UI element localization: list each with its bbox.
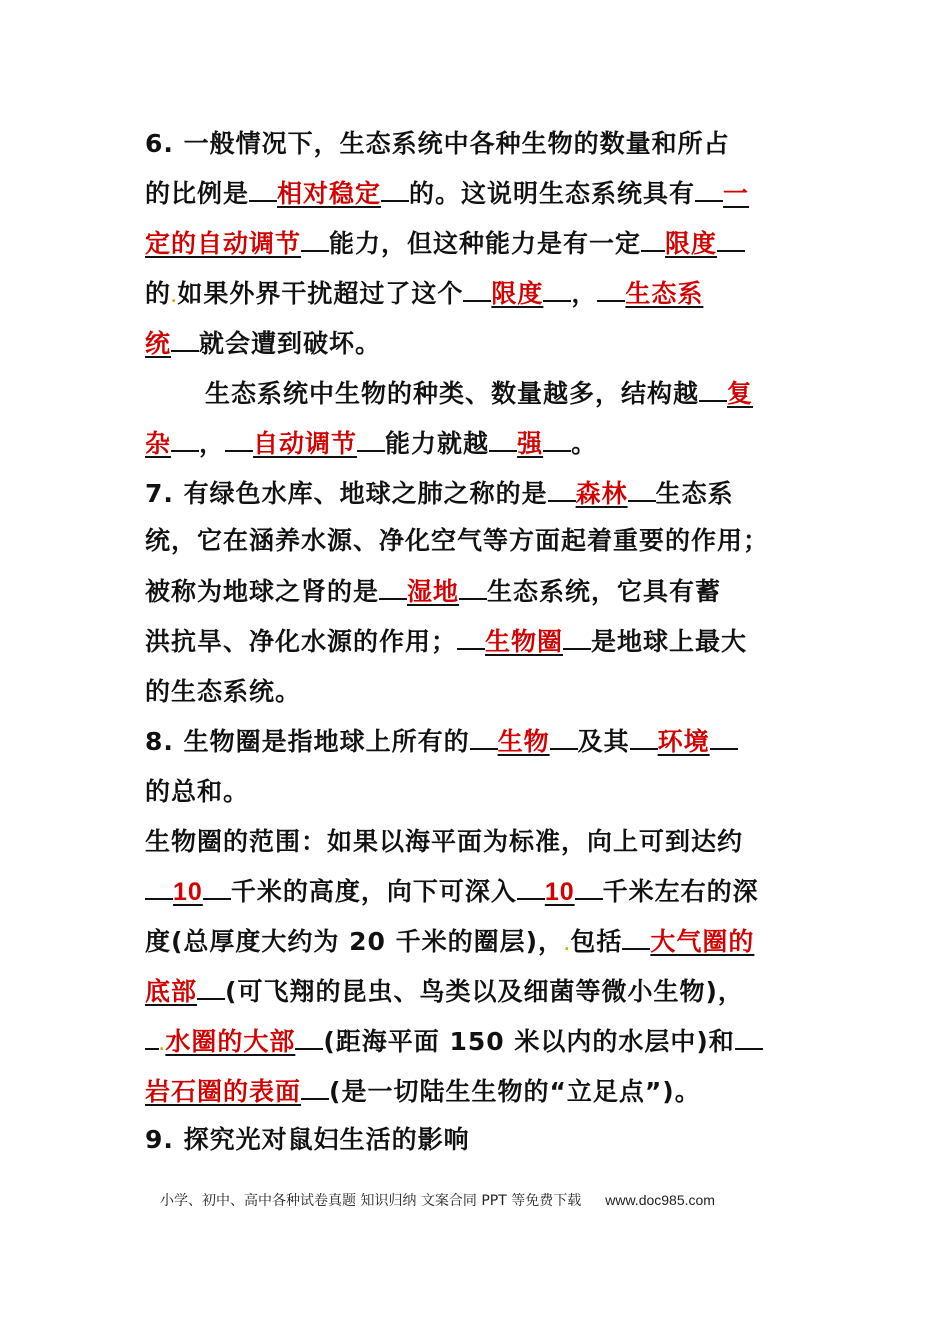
q8-line-7: .水圈的大部 (距海平面 150 米以内的水层中)和 — [145, 1024, 763, 1064]
answer-lithosphere: 岩石圈的表面 — [145, 1077, 302, 1106]
answer-atmosphere-part2: 底部 — [145, 977, 198, 1006]
q7-line-5: 的生态系统。 — [145, 677, 302, 706]
q6-line-7: 杂 ， 自动调节 能力就越 强 。 — [145, 426, 597, 462]
answer-strong: 强 — [517, 429, 544, 458]
answer-ecosystem-part1: 生态系 — [625, 279, 704, 308]
answer-limit-2: 限度 — [491, 279, 544, 308]
q8-line-1: 8. 生物圈是指地球上所有的 生物 及其 环境 — [145, 724, 738, 760]
answer-hydrosphere: 水圈的大部 — [165, 1027, 296, 1056]
footer-url[interactable]: www.doc985.com — [605, 1192, 715, 1208]
answer-environment: 环境 — [657, 727, 710, 756]
q7-line-2: 统，它在涵养水源、净化空气等方面起着重要的作用； — [145, 526, 770, 555]
answer-relatively-stable: 相对稳定 — [277, 179, 382, 208]
answer-wetland: 湿地 — [407, 577, 460, 606]
q7-line-1: 7. 有绿色水库、地球之肺之称的是 森林 生态系 — [145, 476, 734, 512]
answer-complex-part1: 复 — [727, 379, 754, 408]
q7-line-3: 被称为地球之肾的是 湿地 生态系统，它具有蓄 — [145, 574, 721, 610]
q9-line-1: 9. 探究光对鼠妇生活的影响 — [145, 1125, 470, 1154]
answer-auto-regulation: 自动调节 — [253, 429, 358, 458]
q8-line-3: 生物圈的范围：如果以海平面为标准，向上可到达约 — [145, 827, 744, 856]
answer-biosphere: 生物圈 — [485, 627, 564, 656]
q8-line-5: 度(总厚度大约为 20 千米的圈层)，.包括 大气圈的 — [145, 924, 754, 964]
answer-atmosphere-part1: 大气圈的 — [650, 927, 755, 956]
answer-height-up: 10 — [173, 878, 203, 906]
q7-line-4: 洪抗旱、净化水源的作用； 生物圈 是地球上最大 — [145, 624, 747, 660]
q6-line-1: 6. 一般情况下，生态系统中各种生物的数量和所占 — [145, 129, 730, 158]
q6-line-3: 定的自动调节 能力，但这种能力是有一定 限度 — [145, 226, 745, 262]
q8-line-8: 岩石圈的表面 (是一切陆生生物的“立足点”)。 — [145, 1074, 701, 1110]
answer-limit-1: 限度 — [665, 229, 718, 258]
answer-complex-part2: 杂 — [145, 429, 172, 458]
q6-line-5: 统 就会遭到破坏。 — [145, 326, 381, 362]
q6-line-6: 生态系统中生物的种类、数量越多，结构越 复 — [205, 376, 753, 412]
answer-self-regulation-part2: 定的自动调节 — [145, 229, 302, 258]
answer-organisms: 生物 — [497, 727, 550, 756]
footer-text: 小学、初中、高中各种试卷真题 知识归纳 文案合同 PPT 等免费下载 — [160, 1193, 582, 1209]
q6-line-2: 的比例是 相对稳定 的。这说明生态系统具有 一 — [145, 176, 749, 212]
answer-depth-down: 10 — [544, 878, 575, 906]
answer-self-regulation-part1: 一 — [723, 179, 750, 208]
footer — [160, 1190, 715, 1210]
answer-ecosystem-part2: 统 — [145, 329, 172, 358]
answer-forest: 森林 — [575, 479, 628, 508]
q8-line-4: 10 千米的高度，向下可深入 10 千米左右的深 — [145, 874, 759, 910]
q6-line-4: 的.如果外界干扰超过了这个 限度 ， 生态系 — [145, 276, 703, 316]
q8-line-6: 底部 (可飞翔的昆虫、鸟类以及细菌等微小生物)， — [145, 974, 744, 1010]
q8-line-2: 的总和。 — [145, 777, 250, 806]
